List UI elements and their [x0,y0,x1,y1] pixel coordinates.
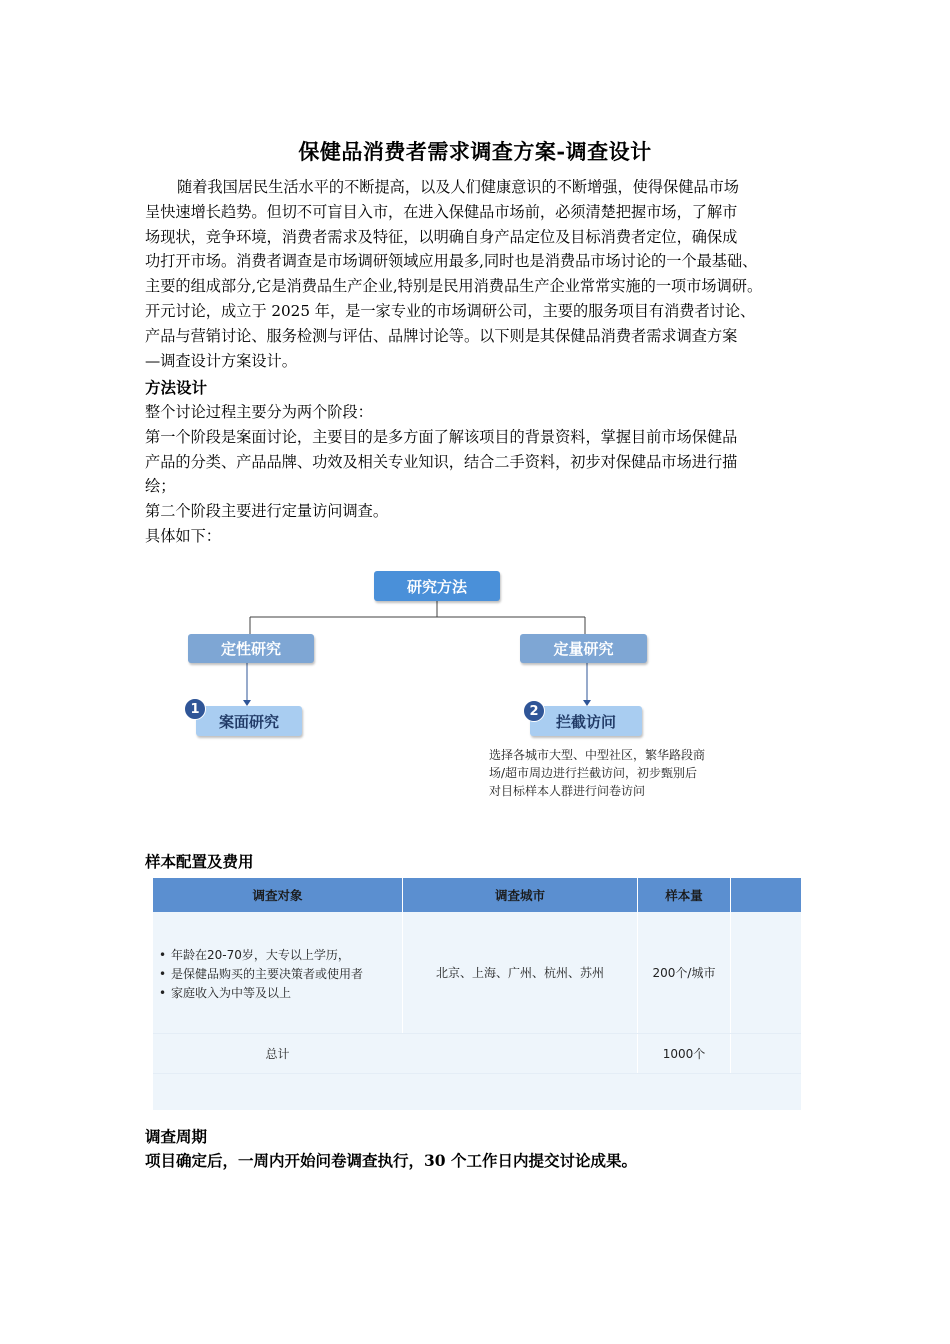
diagram-note-line: 对目标样本人群进行问卷访问 [489,784,646,798]
method-line: 第一个阶段是案面讨论，主要目的是多方面了解该项目的背景资料，掌握目前市场保健品 [145,427,738,446]
step-number-badge: 2 [523,700,545,722]
diagram-intercept-box: 拦截访问 [530,706,642,736]
method-line: 具体如下： [145,526,221,545]
step-number-badge: 1 [184,698,206,720]
intro-line: 场现状，竞争环境，消费者需求及特征，以明确自身产品定位及目标消费者定位，确保成 [145,227,738,246]
intro-line: 主要的组成部分,它是消费品生产企业,特别是民用消费品生产企业常常实施的一项市场调研。 [145,277,763,296]
method-line: 产品的分类、产品品牌、功效及相关专业知识，结合二手资料，初步对保健品市场进行描 [145,452,738,471]
table-cell-total-value: 1000个 [662,1047,706,1061]
list-item: • 年龄在20-70岁，大专以上学历， [159,946,363,965]
diagram-quantitative-box: 定量研究 [520,634,647,663]
diagram-note [489,746,739,800]
target-bullet-list [159,946,363,1003]
diagram-desk-research-box: 案面研究 [196,706,302,736]
intro-line: 功打开市场。消费者调查是市场调研领域应用最多,同时也是消费品市场讨论的一个最基础、 [145,252,758,271]
table-header-city: 调查城市 [494,888,545,903]
diagram-note-line: 场/超市周边进行拦截访问，初步甄别后 [489,766,698,780]
intro-line: 呈快速增长趋势。但切不可盲目入市，在进入保健品市场前，必须清楚把握市场，了解市 [145,202,738,221]
method-line: 第二个阶段主要进行定量访问调查。 [145,502,388,521]
sample-table [153,878,801,1110]
list-item: • 家庭收入为中等及以上 [159,984,363,1003]
method-line: 整个讨论过程主要分为两个阶段： [145,403,373,421]
table-cell-cities: 北京、上海、广州、杭州、苏州 [435,966,604,980]
diagram-root-box: 研究方法 [374,571,500,601]
list-item: • 是保健品购买的主要决策者或使用者 [159,965,363,984]
table-cell-sample: 200个/城市 [652,966,716,980]
intro-line: 开元讨论，成立于 2025 年，是一家专业的市场调研公司，主要的服务项目有消费者讨论、 [145,301,756,320]
period-heading: 调查周期 [145,1127,208,1146]
period-text: 项目确定后，一周内开始问卷调查执行，30 个工作日内提交讨论成果。 [145,1151,637,1170]
method-line: 绘； [145,477,176,496]
table-cell-total-label: 总计 [265,1047,290,1061]
diagram-note-line: 选择各城市大型、中型社区，繁华路段商 [489,748,706,762]
sample-heading: 样本配置及费用 [145,852,254,871]
table-header-target: 调查对象 [252,888,303,903]
table-header-sample: 样本量 [665,888,703,903]
intro-line: 随着我国居民生活水平的不断提高，以及人们健康意识的不断增强，使得保健品市场 [177,178,739,196]
document-title: 保健品消费者需求调查方案-调查设计 [298,139,652,164]
method-heading: 方法设计 [145,378,208,397]
diagram-qualitative-box: 定性研究 [188,634,314,663]
intro-line: 产品与营销讨论、服务检测与评估、品牌讨论等。以下则是其保健品消费者需求调查方案 [145,326,738,345]
intro-line: —调查设计方案设计。 [145,351,297,370]
